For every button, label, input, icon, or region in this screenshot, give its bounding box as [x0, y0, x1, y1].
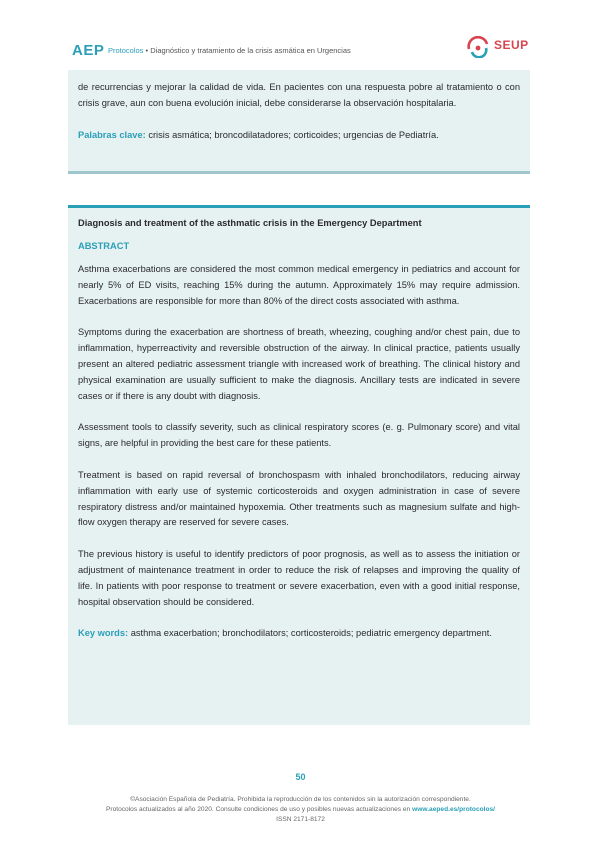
aep-logo: AEP — [72, 42, 105, 59]
protocolos-label: Protocolos — [108, 46, 144, 55]
abstract-paragraph: The previous history is useful to identify predictors of poor prognosis, as well as to assess the initiation or adjustment of maintenance treatment in order to reduce the risk of relapses and improving the quality of life. In patients with poor response to treatment or severe exacerbation, even with a good initial response, hospital observation should be considered. — [78, 549, 520, 607]
page-number: 50 — [295, 772, 306, 782]
keywords-label: Key words: — [78, 628, 129, 639]
english-title: Diagnosis and treatment of the asthmatic crisis in the Emergency Department — [78, 218, 422, 228]
update-text: Protocolos actualizados al año 2020. Consulte condiciones de uso y posibles nuevas actualizaciones en — [105, 806, 411, 813]
keywords-label: Palabras clave: — [78, 129, 146, 140]
seup-emblem-icon — [466, 36, 492, 58]
copyright-line: ©Asociación Española de Pediatría. Prohibida la reproducción de los contenidos sin la autorización correspondiente. — [130, 796, 471, 803]
abstract-paragraph: Assessment tools to classify severity, such as clinical respiratory scores (e. g. Pulmonary score) and vital signs, are helpful in providing the best care for these patients. — [78, 422, 520, 449]
keywords-text: crisis asmática; broncodilatadores; corticoides; urgencias de Pediatría. — [148, 129, 439, 140]
spanish-paragraph: de recurrencias y mejorar la calidad de vida. En pacientes con una respuesta pobre al tratamiento o con crisis grave, aun con buena evolución inicial, debe considerarse la observación hospitalaria. — [78, 82, 520, 108]
issn-line: ISSN 2171-8172 — [276, 816, 325, 823]
abstract-paragraph: Asthma exacerbations are considered the most common medical emergency in pediatrics and account for nearly 5% of ED visits, reaching 15% during the autumn. Approximately 15% may require admission. Exacerbations are responsible for more than 80% of the direct costs associated with asthma. — [78, 264, 520, 306]
chapter-title: Diagnóstico y tratamiento de la crisis asmática en Urgencias — [150, 46, 351, 55]
english-keywords — [78, 626, 520, 642]
keywords-text: asthma exacerbation; bronchodilators; corticosteroids; pediatric emergency department. — [130, 628, 492, 639]
english-abstract-box — [68, 205, 530, 725]
protocols-link[interactable]: www.aeped.es/protocolos/ — [412, 806, 496, 813]
seup-wordmark: SEUP — [494, 38, 529, 52]
spanish-keywords — [78, 128, 520, 144]
header-bullet: • — [145, 46, 149, 55]
running-header — [108, 46, 351, 55]
page-header — [0, 0, 601, 70]
abstract-paragraph: Treatment is based on rapid reversal of bronchospasm with inhaled bronchodilators, reducing airway inflammation with early use of systemic corticosteroids and oxygen administration in case of severe respiratory distress and/or maintained hypoxemia. Other treatments such as magnesium sulfate and high-flow oxygen therapy are reserved for severe cases. — [78, 469, 520, 528]
abstract-paragraph: Symptoms during the exacerbation are shortness of breath, wheezing, coughing and/or chest pain, due to inflammation, hyperreactivity and reversible obstruction of the airway. In clinical practice, patients usually present an altered pediatric assessment triangle with increased work of breathing. The clinical history and physical examination are usually sufficient to make the diagnosis. Ancillary tests are indicated in severe cases or if there is any doubt with diagnosis. — [78, 327, 520, 401]
abstract-heading: ABSTRACT — [78, 241, 130, 251]
seup-logo — [466, 36, 534, 62]
update-line — [0, 805, 601, 815]
spanish-abstract-box — [68, 70, 530, 174]
